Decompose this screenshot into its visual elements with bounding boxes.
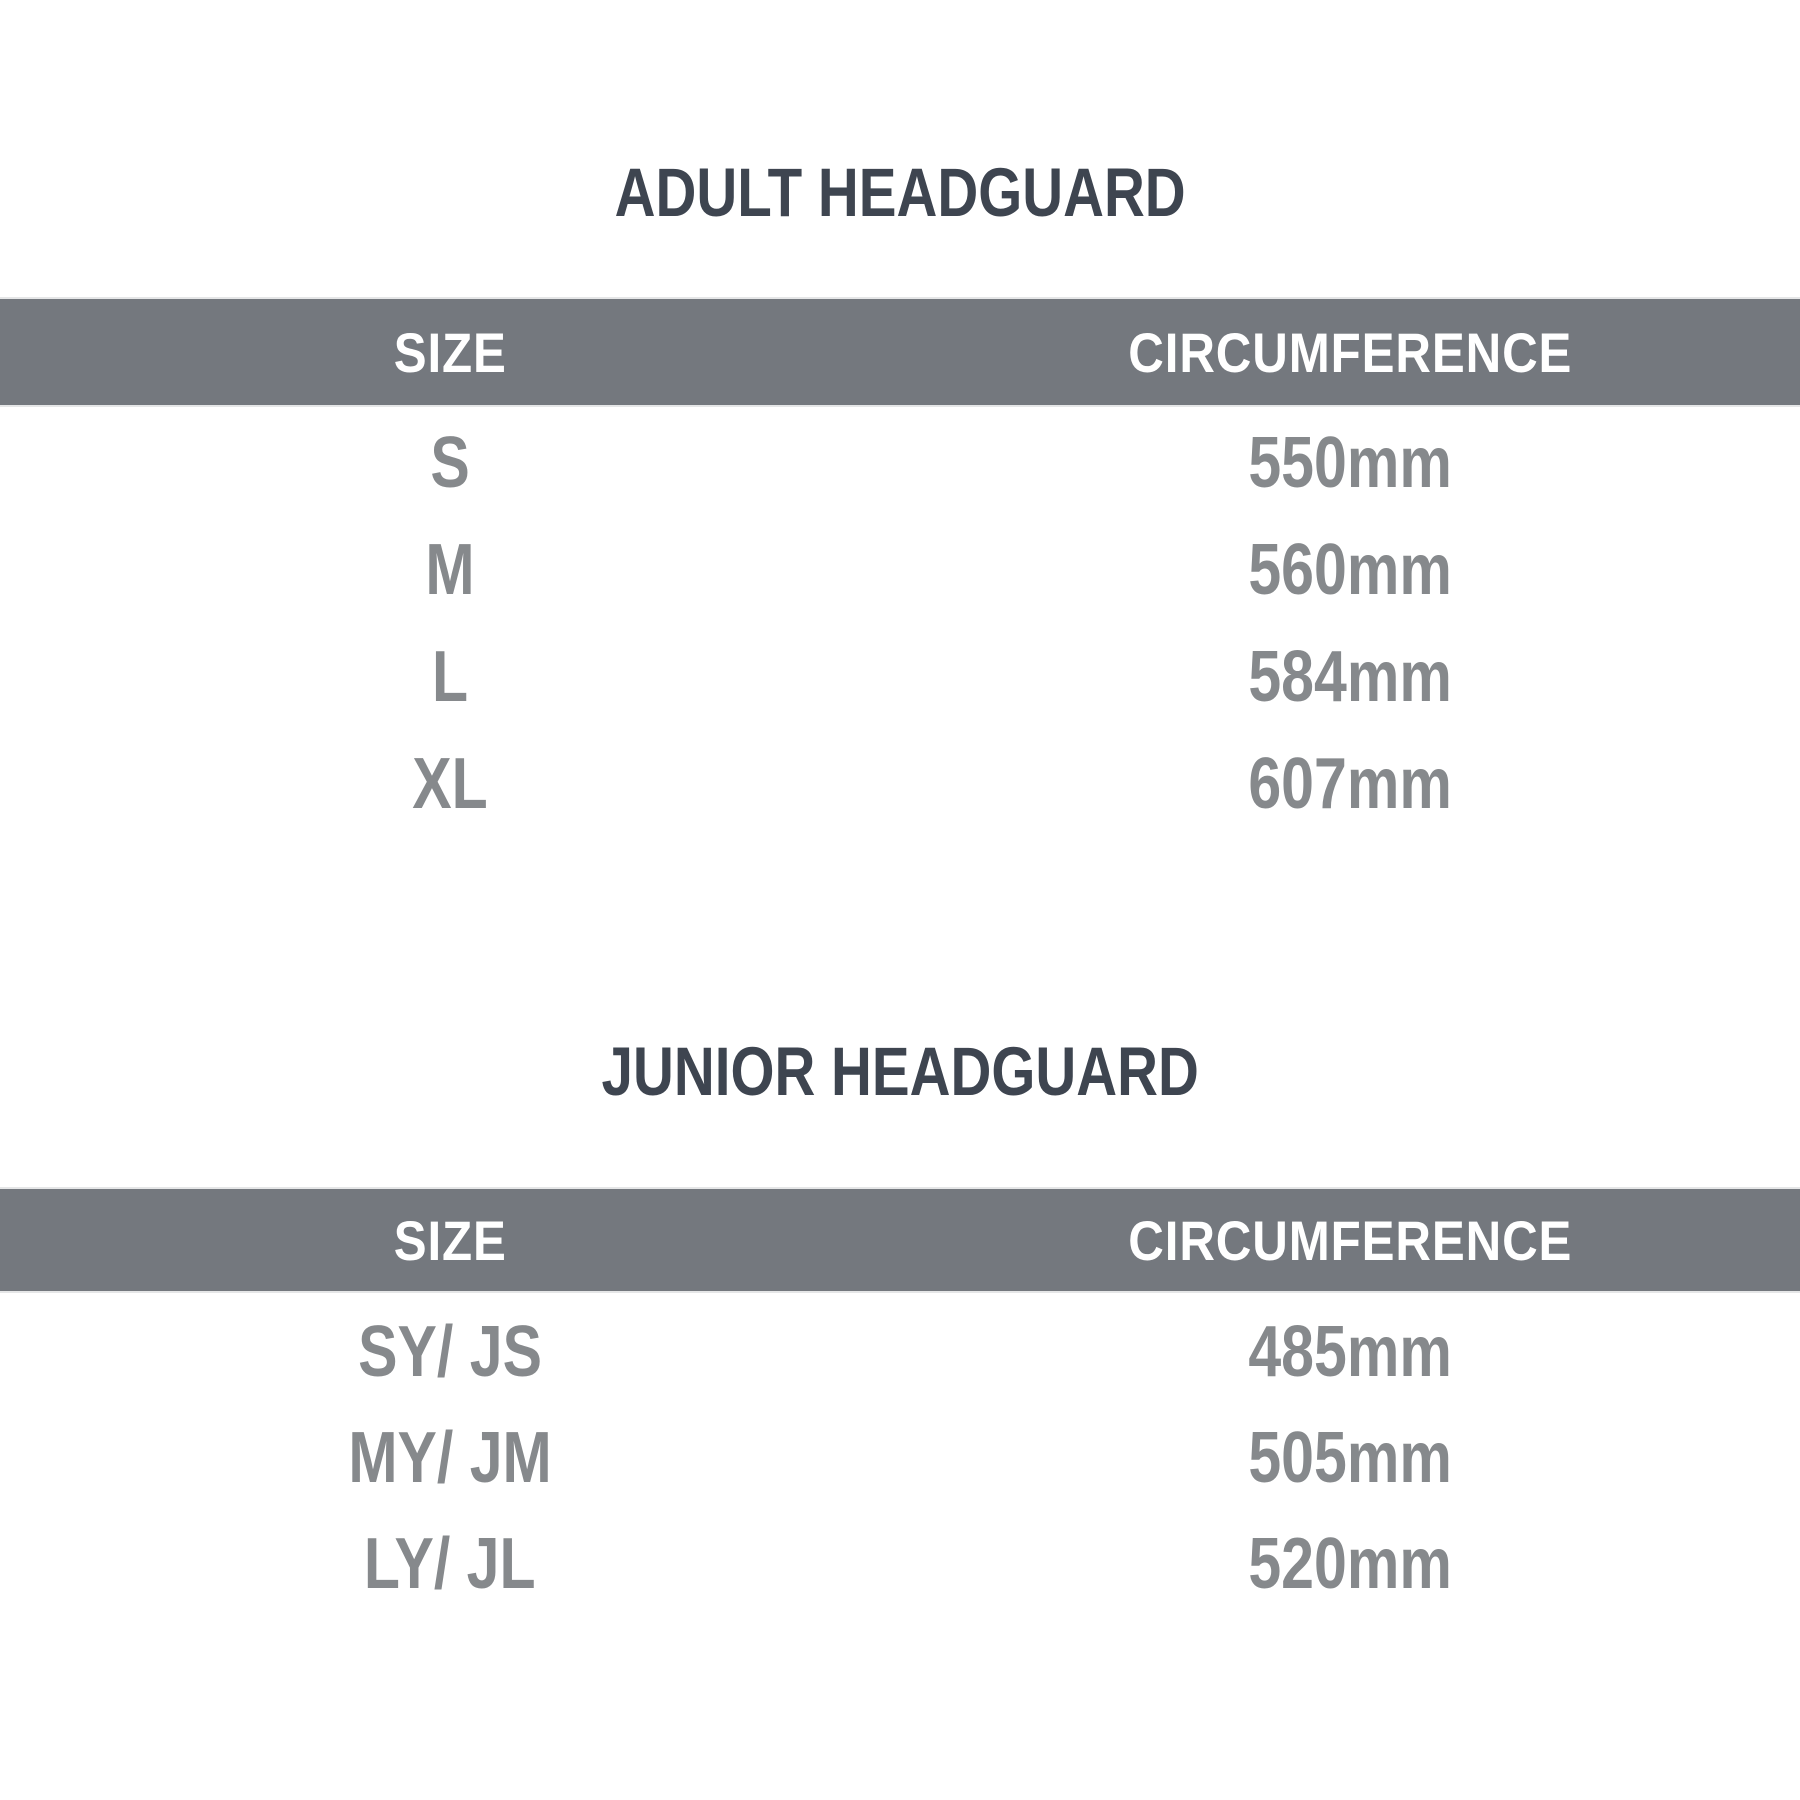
table-row [0, 1511, 1800, 1617]
table-row [0, 1299, 1800, 1405]
circumference-text: 520mm [1248, 1524, 1452, 1604]
circumference-value [900, 1511, 1800, 1617]
size-value [0, 1405, 900, 1511]
size-value [0, 516, 900, 623]
junior-header-circumference [900, 1189, 1800, 1291]
junior-header-circumference-label: CIRCUMFERENCE [1127, 1208, 1573, 1272]
circumference-text: 584mm [1248, 636, 1452, 717]
junior-header-size [0, 1189, 900, 1291]
size-value [0, 730, 900, 837]
table-row [0, 409, 1800, 516]
junior-table-title-text: JUNIOR HEADGUARD [601, 1033, 1199, 1110]
circumference-text: 560mm [1248, 529, 1452, 610]
adult-header-size [0, 299, 900, 405]
circumference-value [900, 623, 1800, 730]
size-text: M [425, 529, 475, 610]
circumference-value [900, 1299, 1800, 1405]
adult-table-title [0, 155, 1800, 231]
table-row [0, 516, 1800, 623]
circumference-value [900, 1405, 1800, 1511]
circumference-value [900, 730, 1800, 837]
size-value [0, 409, 900, 516]
junior-header-size-label: SIZE [393, 1208, 507, 1272]
size-text: S [430, 422, 470, 503]
size-value [0, 1299, 900, 1405]
size-text: LY/ JL [364, 1524, 536, 1604]
adult-header-circumference [900, 299, 1800, 405]
adult-table-body [0, 409, 1800, 837]
table-row [0, 730, 1800, 837]
table-row [0, 623, 1800, 730]
size-text: MY/ JM [348, 1418, 552, 1498]
adult-header-circumference-label: CIRCUMFERENCE [1127, 320, 1573, 384]
size-value [0, 1511, 900, 1617]
junior-table-title [0, 1034, 1800, 1110]
circumference-text: 505mm [1248, 1418, 1452, 1498]
adult-table-title-text: ADULT HEADGUARD [614, 154, 1186, 231]
junior-table-header-bar [0, 1187, 1800, 1293]
circumference-text: 550mm [1248, 422, 1452, 503]
junior-table-body [0, 1293, 1800, 1617]
size-text: L [431, 636, 469, 717]
circumference-value [900, 409, 1800, 516]
circumference-text: 485mm [1248, 1312, 1452, 1392]
size-value [0, 623, 900, 730]
circumference-text: 607mm [1248, 743, 1452, 824]
adult-header-size-label: SIZE [393, 320, 507, 384]
circumference-value [900, 516, 1800, 623]
size-text: SY/ JS [358, 1312, 542, 1392]
table-row [0, 1405, 1800, 1511]
adult-table-header-bar [0, 297, 1800, 407]
size-text: XL [412, 743, 488, 824]
